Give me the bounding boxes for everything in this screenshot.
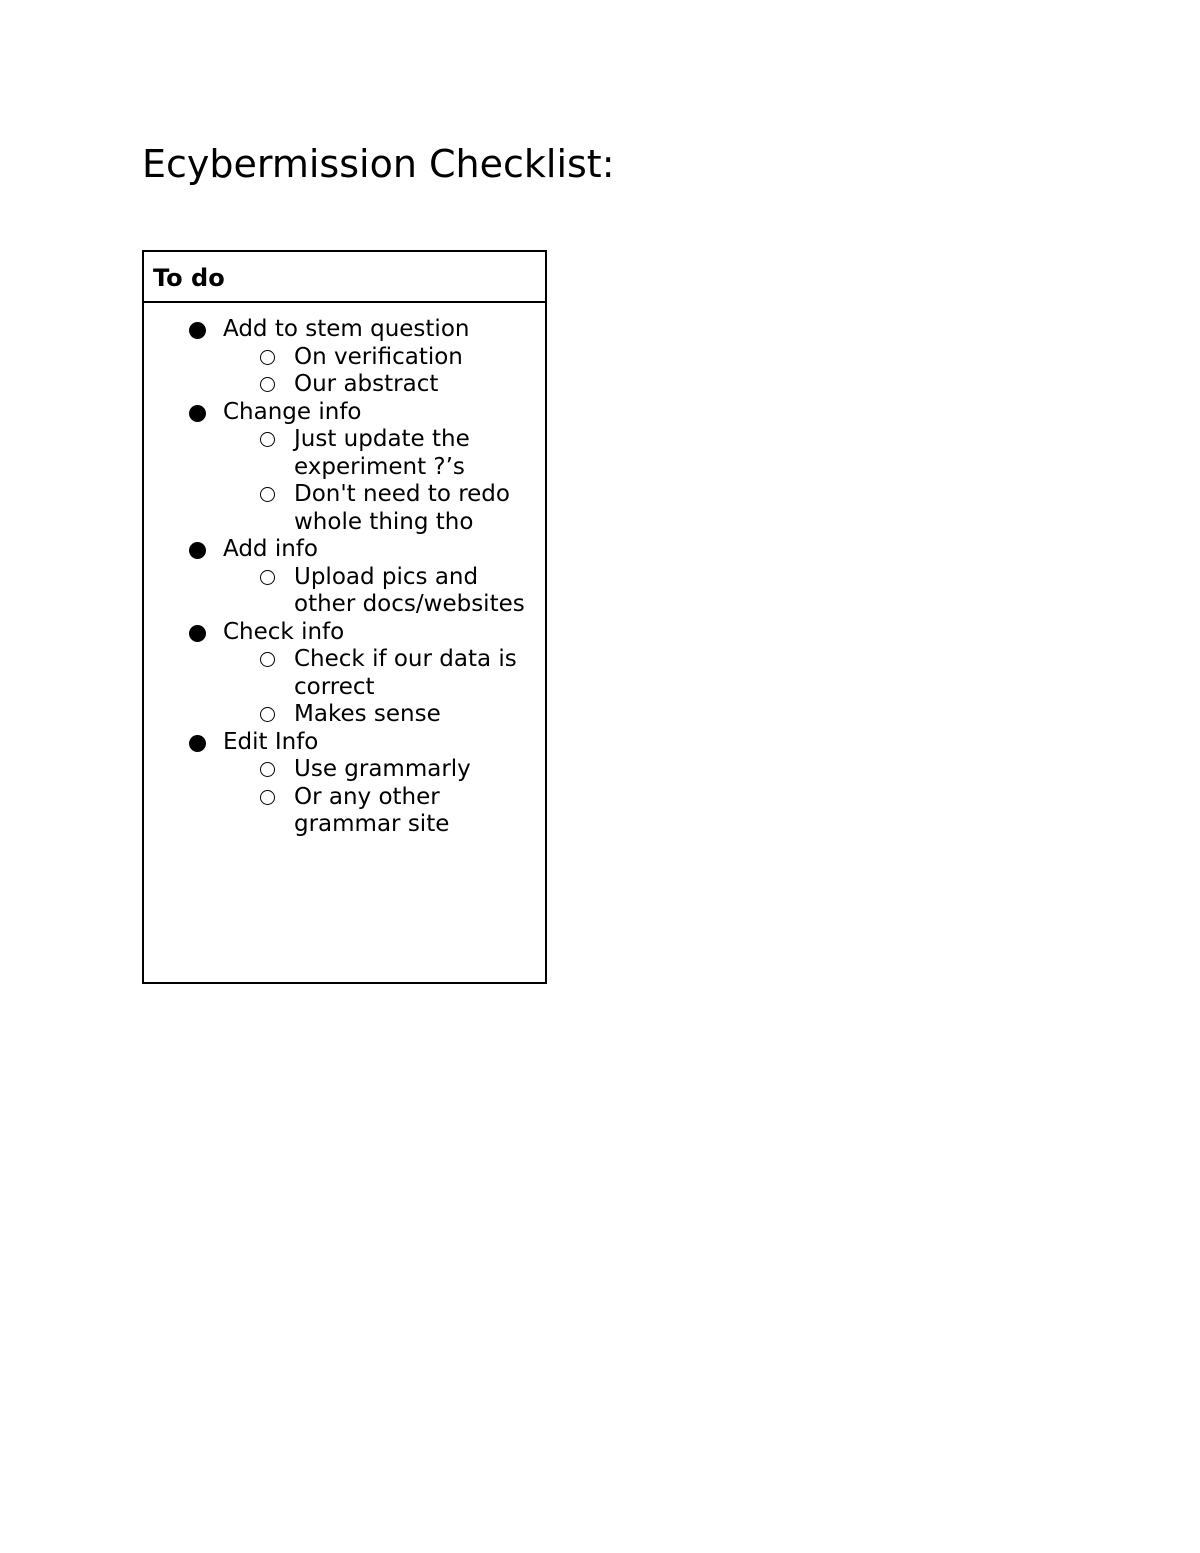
todo-item <box>144 619 545 647</box>
todo-subitem-label: Upload pics and other docs/websites <box>294 563 525 617</box>
todo-subitem-label: Our abstract <box>294 371 439 397</box>
todo-body <box>144 303 545 839</box>
todo-subitem <box>144 481 545 536</box>
todo-subitem <box>144 646 545 701</box>
hollow-bullet-icon <box>260 570 275 585</box>
todo-subitem <box>144 564 545 619</box>
todo-item <box>144 729 545 757</box>
todo-subitem-label: On verification <box>294 343 463 370</box>
todo-item-label: Add to stem question <box>223 316 470 342</box>
todo-item <box>144 399 545 427</box>
hollow-bullet-icon <box>260 432 275 447</box>
todo-item <box>144 536 545 564</box>
todo-subitem-label: Makes sense <box>294 701 441 727</box>
document-title: Ecybermission Checklist: <box>142 142 615 186</box>
todo-subitem <box>144 426 545 481</box>
filled-bullet-icon <box>189 542 206 559</box>
hollow-bullet-icon <box>260 790 275 805</box>
filled-bullet-icon <box>189 322 206 339</box>
filled-bullet-icon <box>189 735 206 752</box>
todo-subitem <box>144 371 545 399</box>
todo-subitem <box>144 784 545 839</box>
todo-subitem-label: Or any other grammar site <box>294 783 450 837</box>
hollow-bullet-icon <box>260 377 275 392</box>
hollow-bullet-icon <box>260 707 275 722</box>
todo-item <box>144 316 545 344</box>
todo-subitem <box>144 344 545 372</box>
filled-bullet-icon <box>189 625 206 642</box>
todo-table <box>142 250 547 984</box>
todo-subitem-label: Check if our data is correct <box>294 646 517 700</box>
todo-item-label: Add info <box>223 536 318 562</box>
todo-item-label: Check info <box>223 618 345 645</box>
hollow-bullet-icon <box>260 652 275 667</box>
todo-item-label: Change info <box>223 398 362 425</box>
todo-subitem <box>144 756 545 784</box>
hollow-bullet-icon <box>260 487 275 502</box>
hollow-bullet-icon <box>260 350 275 365</box>
todo-subitem-label: Just update the experiment ?’s <box>294 426 470 480</box>
hollow-bullet-icon <box>260 762 275 777</box>
todo-subitem-label: Use grammarly <box>294 756 471 782</box>
todo-subitem <box>144 701 545 729</box>
todo-header: To do <box>144 252 545 303</box>
todo-subitem-label: Don't need to redo whole thing tho <box>294 481 510 535</box>
todo-list <box>144 316 545 839</box>
filled-bullet-icon <box>189 405 206 422</box>
todo-item-label: Edit Info <box>223 728 319 755</box>
